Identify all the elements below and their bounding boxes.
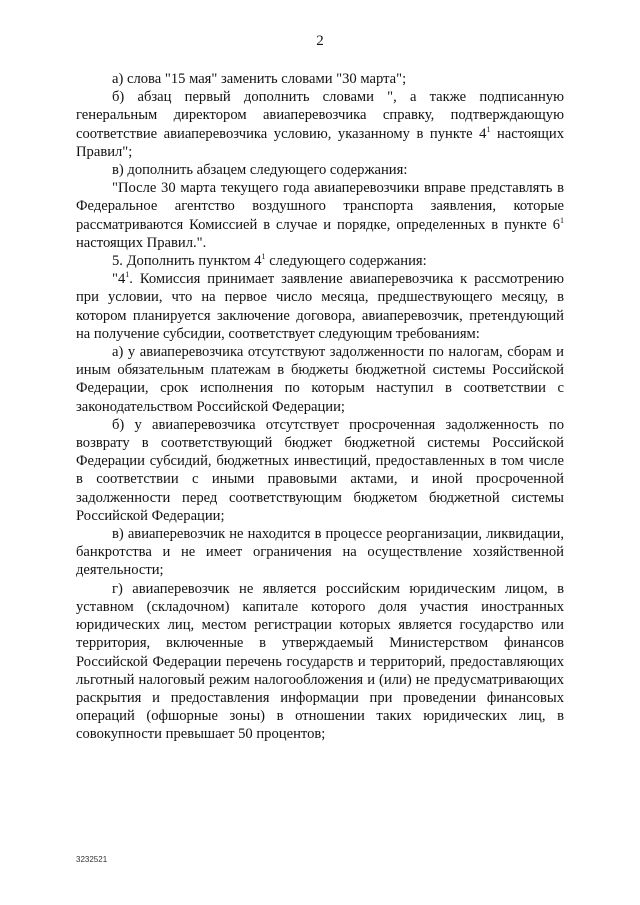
item-b-text-end: настоящих Правил"; [76,125,564,160]
item-v-add-paragraph: в) дополнить абзацем следующего содержания: [112,162,408,179]
item-a-dates: а) слова "15 мая" заменить словами "30 марта"; [112,71,407,87]
point-4-1-number: "4 [112,271,126,288]
requirement-b: б) у авиаперевозчика отсутствует просроченная задолженность по возврату в соответствующий бюджет бюджетной системы Российской Федерации субсидий, бюджетных инвестиций, предоставленных в том числе в соответствии с иными правовыми актами, и иной просроченной задолженности перед соответствующим бюджетом бюджетной системы Российской Федерации; [76,416,564,524]
requirement-v: в) авиаперевозчик не находится в процессе реорганизации, ликвидации, банкротства и не имеет ограничения на осуществление хозяйственной деятельности; [76,526,564,579]
document-code: 3232521 [76,855,108,864]
superscript: 1 [560,215,564,225]
point-5-text-end: следующего содержания: [265,253,427,270]
document-body [76,70,564,744]
point-5 [76,252,564,270]
superscript: 1 [486,124,491,134]
superscript: 1 [261,252,266,262]
quoted-text: "После 30 марта текущего года авиаперевозчики вправе представлять в Федеральное агентство воздушного транспорта заявления, которые рассматриваются Комиссией в случае и порядке, определенных в пункте 6 [76,180,564,233]
point-4-1 [76,270,564,343]
quoted-text-end: настоящих Правил.". [76,234,207,251]
point-4-1-text: . Комиссия принимает заявление авиаперевозчика к рассмотрению при условии, что на первое число месяца, предшествующего месяцу, в котором планируется заключение договора, авиаперевозчик, претендующий на получение субсидии, соответствует следующим требованиям: [76,271,564,342]
item-b-first-paragraph [76,88,564,161]
requirement-a: а) у авиаперевозчика отсутствуют задолженности по налогам, сборам и иным обязательным платежам в бюджеты бюджетной системы Российской Федерации, срок исполнения по которым наступил в соответствии с законодательством Российской Федерации; [76,344,564,415]
requirement-g: г) авиаперевозчик не является российским юридическим лицом, в уставном (складочном) капитале которого доля участия иностранных юридических лиц, местом регистрации которых является государство или территория, включенные в утверждаемый Министерством финансов Российской Федерации перечень государств и территорий, предоставляющих льготный налоговый режим налогообложения и (или) не предусматривающих раскрытия и предоставления информации при проведении финансовых операций (офшорные зоны) в отношении таких юридических лиц, в совокупности превышает 50 процентов; [76,580,564,743]
quoted-paragraph [76,179,564,252]
page-number: 2 [316,33,324,49]
point-5-text: 5. Дополнить пунктом 4 [112,253,262,270]
item-b-text: б) абзац первый дополнить словами ", а также подписанную генеральным директором авиаперевозчика справку, подтверждающую соответствие авиаперевозчика условию, указанному в пункте 4 [76,89,564,142]
superscript: 1 [125,270,130,280]
